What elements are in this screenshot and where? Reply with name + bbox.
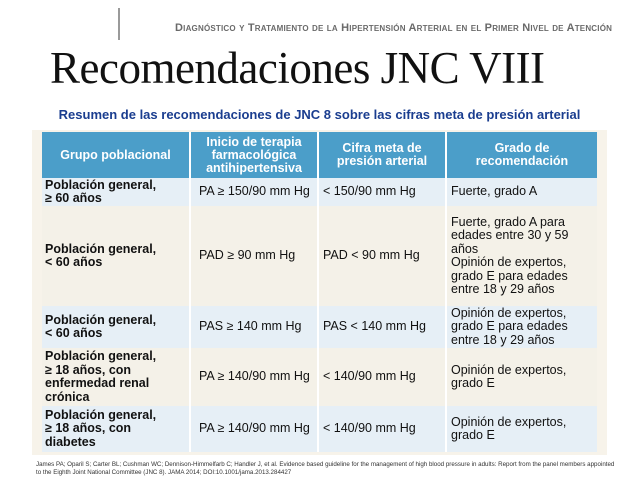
page-title: Recomendaciones JNC VIII	[50, 43, 545, 93]
cell-line: Población general,	[45, 312, 157, 327]
header-line: antihipertensiva	[206, 160, 302, 175]
cell-line: grado E	[451, 376, 495, 390]
cell-goal: < 150/90 mm Hg	[318, 178, 446, 206]
cell-goal: PAD < 90 mm Hg	[318, 206, 446, 306]
header-line: Cifra meta de	[342, 141, 422, 155]
table-caption: Resumen de las recomendaciones de JNC 8 sobre las cifras meta de presión arterial	[32, 100, 607, 130]
cell-line: Población general,	[45, 177, 157, 192]
cell-line: ≥ 18 años, con	[45, 362, 132, 377]
cell-line: Opinión de expertos,	[451, 362, 567, 377]
table-row	[42, 406, 597, 452]
cell-line: Población general,	[45, 407, 157, 422]
header-line: presión arterial	[336, 154, 428, 168]
cell-line: Fuerte, grado A para	[451, 214, 565, 229]
cell-line: entre 18 y 29 años	[451, 282, 555, 296]
cell-line: Opinión de expertos,	[451, 305, 567, 320]
cell-line: entre 18 y 29 años	[451, 332, 555, 347]
table-row	[42, 178, 597, 206]
header-subtitle: Diagnóstico y Tratamiento de la Hipertensión Arterial en el Primer Nivel de Atención	[175, 22, 613, 34]
cell-start: PA ≥ 140/90 mm Hg	[190, 406, 318, 452]
cell-line: grado E	[451, 428, 495, 442]
header-grade	[446, 132, 597, 178]
cell-line: años	[451, 241, 479, 256]
cell-line: enfermedad renal	[45, 376, 150, 390]
cell-goal: PAS < 140 mm Hg	[318, 306, 446, 348]
header-start-therapy	[190, 132, 318, 178]
recommendations-table	[42, 132, 597, 452]
cell-line: Población general,	[45, 241, 157, 256]
cell-group	[42, 206, 190, 306]
cell-group	[42, 406, 190, 452]
header-line: Grupo poblacional	[60, 147, 171, 162]
cell-start: PA ≥ 140/90 mm Hg	[190, 348, 318, 406]
cell-start: PAS ≥ 140 mm Hg	[190, 306, 318, 348]
table-header-row	[42, 132, 597, 178]
cell-line: Opinión de expertos,	[451, 255, 567, 269]
cell-line: edades entre 30 y 59	[451, 228, 569, 242]
citation-footnote: James PA; Oparil S; Carter BL; Cushman WC; Dennison-Himmelfarb C; Handler J, et al. Evidence based guideline for the management of high blood pressure in adults: Report from the panel members appointed to the Eighth Joint National Committee (JNC 8). JAMA 2014; DOI:10.1001/jama.2013.284427	[36, 461, 615, 476]
header-line: recomendación	[475, 154, 569, 168]
cell-line: < 60 años	[45, 255, 103, 269]
cell-line: crónica	[45, 389, 90, 404]
cell-grade	[446, 306, 597, 348]
header-bar	[0, 0, 638, 40]
cell-line: diabetes	[45, 434, 96, 449]
cell-grade	[446, 206, 597, 306]
header-goal	[318, 132, 446, 178]
cell-group	[42, 306, 190, 348]
cell-grade	[446, 406, 597, 452]
cell-line: grado E para edades	[451, 268, 568, 283]
header-divider	[0, 8, 120, 40]
table-row	[42, 348, 597, 406]
header-line: farmacológica	[211, 147, 297, 162]
cell-goal: < 140/90 mm Hg	[318, 348, 446, 406]
cell-group	[42, 348, 190, 406]
cell-line: Población general,	[45, 349, 157, 363]
cell-line: Fuerte, grado A	[451, 184, 538, 199]
cell-line: Opinión de expertos,	[451, 414, 567, 429]
cell-grade	[446, 348, 597, 406]
header-group	[42, 132, 190, 178]
header-line: Inicio de terapia	[206, 134, 302, 149]
cell-line: grado E para edades	[451, 319, 568, 334]
cell-line: < 60 años	[45, 326, 103, 340]
cell-group	[42, 178, 190, 206]
cell-line: ≥ 18 años, con	[45, 421, 132, 436]
recommendations-table-panel	[32, 100, 607, 455]
header-line: Grado de	[494, 141, 550, 155]
cell-start: PAD ≥ 90 mm Hg	[190, 206, 318, 306]
table-row	[42, 206, 597, 306]
cell-goal: < 140/90 mm Hg	[318, 406, 446, 452]
cell-start: PA ≥ 150/90 mm Hg	[190, 178, 318, 206]
cell-line: ≥ 60 años	[45, 191, 102, 205]
table-row	[42, 306, 597, 348]
cell-grade	[446, 178, 597, 206]
